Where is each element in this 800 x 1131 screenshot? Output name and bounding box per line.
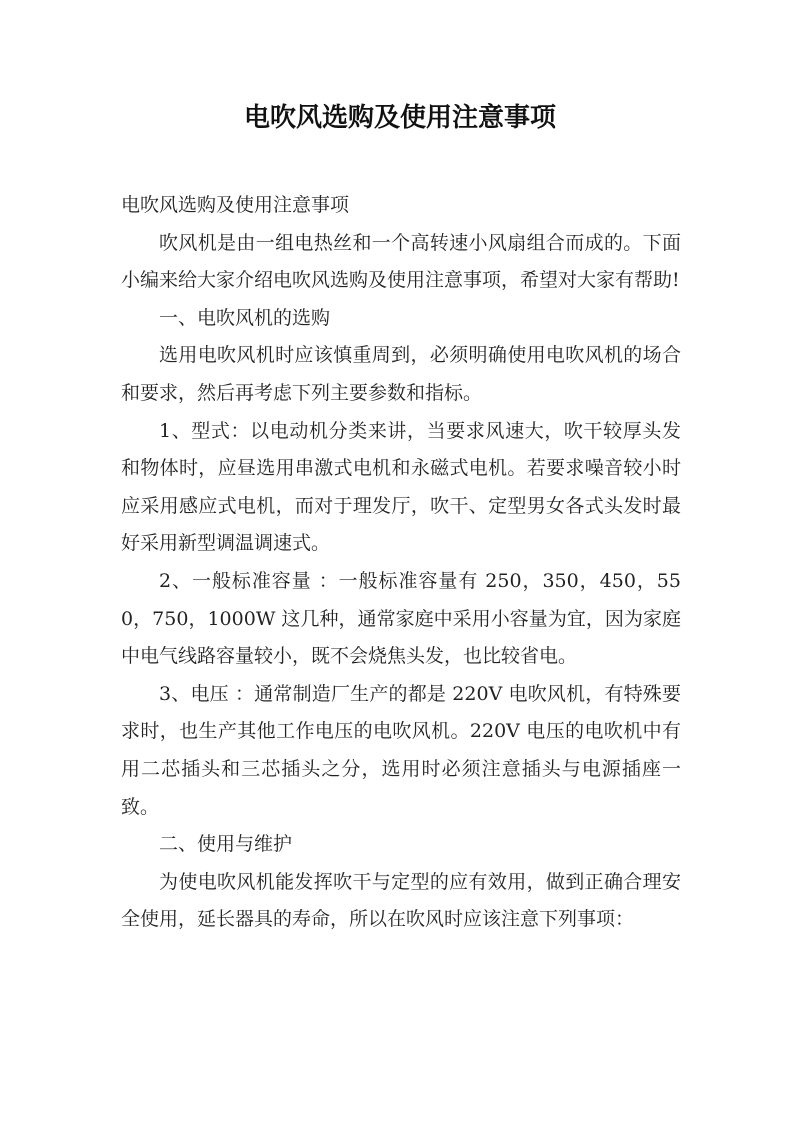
paragraph-heading: 电吹风选购及使用注意事项 xyxy=(121,194,350,216)
paragraph-intro: 吹风机是由一组电热丝和一个高转速小风扇组合而成的。下面小编来给大家介绍电吹风选购及使用注意事项，希望对大家有帮助! xyxy=(121,231,681,292)
paragraph-usage: 为使电吹风机能发挥吹干与定型的应有效用，做到正确合理安全使用，延长器具的寿命，所以在吹风时应该注意下列事项： xyxy=(121,870,681,931)
document-title: 电吹风选购及使用注意事项 xyxy=(243,103,556,133)
paragraph-capacity: 2、一般标准容量 ：一般标准容量有 250，350，450，550，750，1000W 这几种，通常家庭中采用小容量为宜，因为家庭中电气线路容量较小，既不会烧焦头发，也比较省电。 xyxy=(121,569,681,668)
section-heading-selection: 一、电吹风机的选购 xyxy=(159,306,331,329)
paragraph-voltage: 3、电压 ：通常制造厂生产的都是 220V 电吹风机，有特殊要求时，也生产其他工作电压的电吹风机。220V 电压的电吹机中有用二芯插头和三芯插头之分，选用时必须注意插头与电源插座一致。 xyxy=(121,682,681,818)
paragraph-type: 1、型式：以电动机分类来讲，当要求风速大，吹干较厚头发和物体时，应昼选用串激式电机和永磁式电机。若要求噪音较小时应采用感应式电机，而对于理发厅，吹干、定型男女各式头发时最好采用新型调温调速式。 xyxy=(121,419,681,555)
paragraph-selection: 选用电吹风机时应该慎重周到，必须明确使用电吹风机的场合和要求，然后再考虑下列主要参数和指标。 xyxy=(121,344,681,404)
section-heading-usage: 二、使用与维护 xyxy=(159,833,293,856)
document-body xyxy=(121,187,681,939)
